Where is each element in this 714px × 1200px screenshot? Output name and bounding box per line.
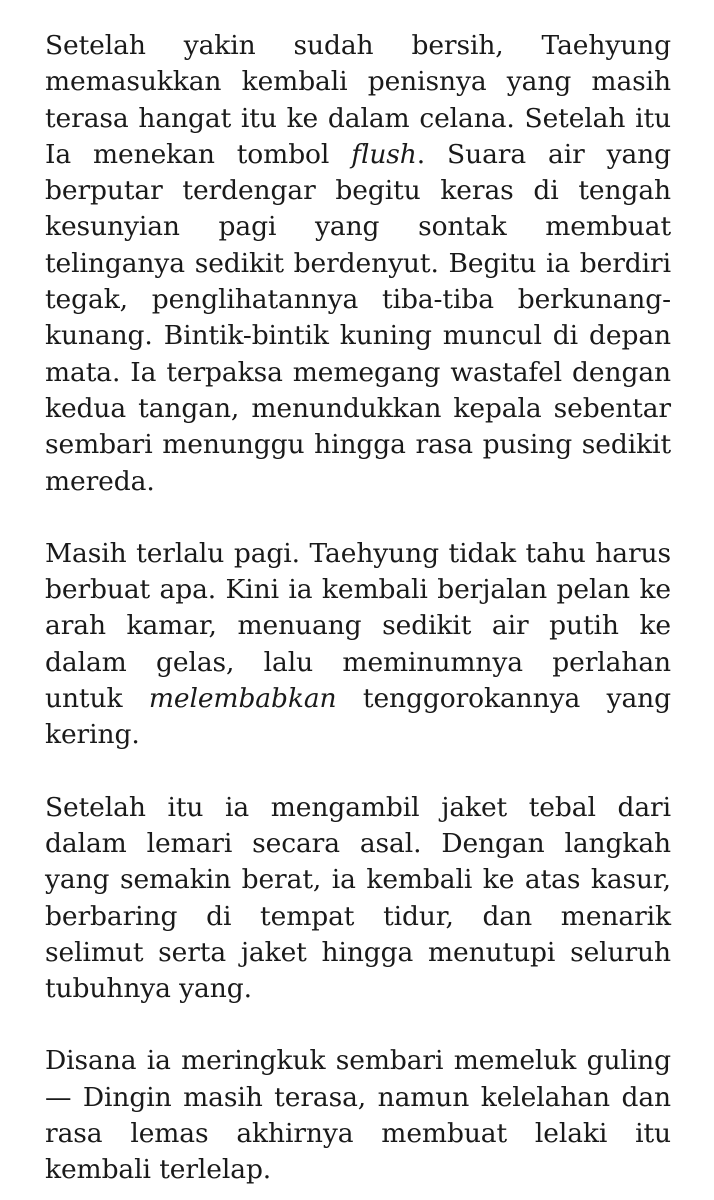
paragraph-text: Disana ia meringkuk sembari memeluk guling— Dingin masih terasa, namun kelelahan dan rasa lemas akhirnya membuat lelaki itu kembali terlelap. xyxy=(45,1045,671,1186)
paragraph-text: Setelah yakin sudah bersih, Taehyung memasukkan kembali penisnya yang masih terasa hangat itu ke dalam celana. Setelah itu Ia menekan tombol xyxy=(45,30,671,170)
italic-term: melembabkan xyxy=(148,683,337,715)
paragraph-text: . Suara air yang berputar terdengar begitu keras di tengah kesunyian pagi yang sontak membuat telinganya sedikit berdenyut. Begitu ia berdiri tegak, penglihatannya tiba-tiba berkunang-kunang. Bintik-bintik kuning muncul di depan mata. Ia terpaksa memegang wastafel dengan kedua tangan, menundukkan kepala sebentar sembari menunggu hingga rasa pusing sedikit mereda. xyxy=(45,138,671,497)
paragraph-text: tenggorokannya yang kering. xyxy=(45,683,672,751)
italic-term: flush xyxy=(351,138,417,170)
paragraph-text: Masih terlalu pagi. Taehyung tidak tahu harus berbuat apa. Kini ia kembali berjalan pelan ke arah kamar, menuang sedikit air putih ke dalam gelas, lalu meminumnya perlahan untuk xyxy=(45,537,671,715)
paragraph-1 xyxy=(45,28,671,500)
paragraph-4 xyxy=(45,1043,671,1188)
paragraph-text: Setelah itu ia mengambil jaket tebal dari dalam lemari secara asal. Dengan langkah yang semakin berat, ia kembali ke atas kasur, berbaring di tempat tidur, dan menarik selimut serta jaket hingga menutupi seluruh tubuhnya yang. xyxy=(45,791,671,1005)
paragraph-3 xyxy=(45,790,671,1008)
paragraph-2 xyxy=(45,536,671,754)
